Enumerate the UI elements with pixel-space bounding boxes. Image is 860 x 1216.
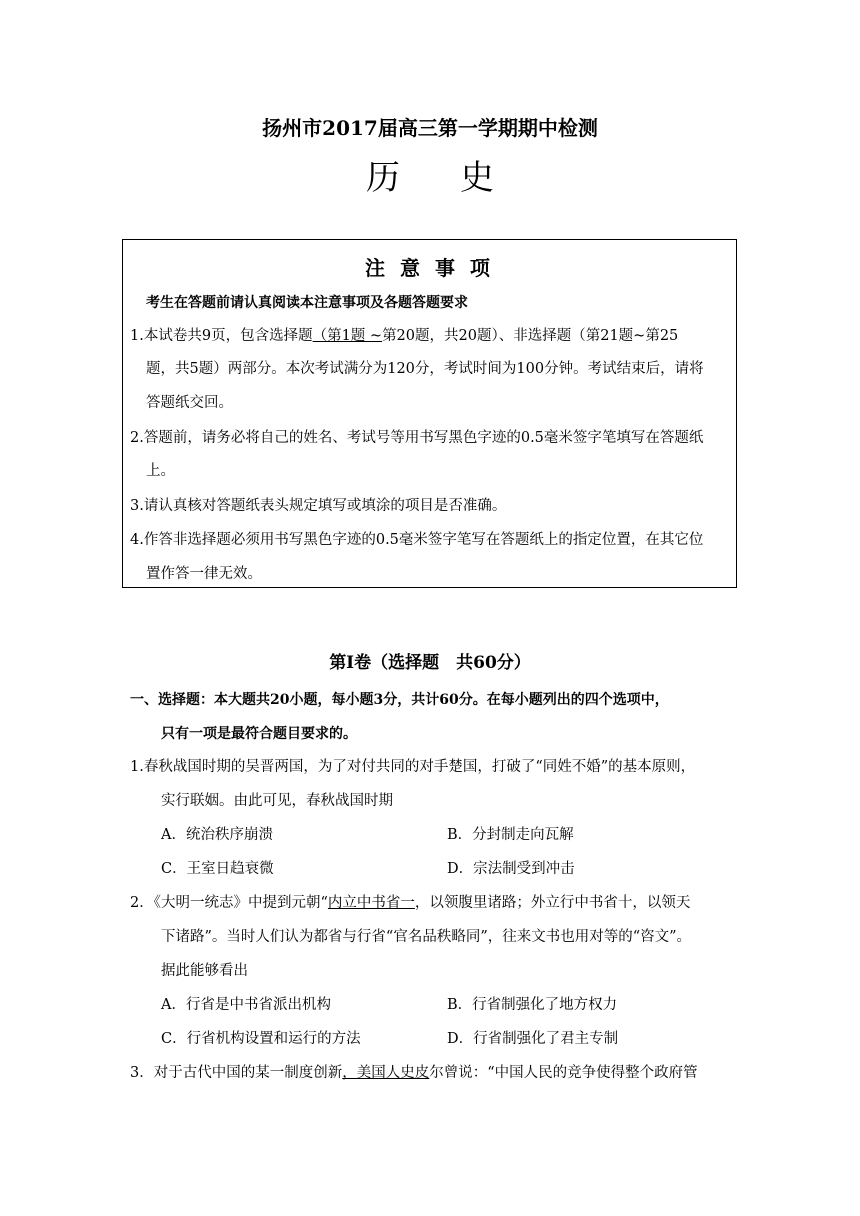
option-a: A．统治秩序崩溃 (161, 827, 273, 843)
question-num: 1. (130, 759, 144, 775)
option-c: C．行省机构设置和运行的方法 (161, 1031, 361, 1047)
question-2-line-2: 下诸路”。当时人们认为都省与行省“官名品秩略同”，往来文书也用对等的“咨文”。 (161, 929, 692, 945)
notice-text: 作答非选择题必须用书写黑色字迹的0.5毫米签字笔写在答题纸上的指定位置，在其它位 (143, 532, 704, 548)
question-1-line-2: 实行联姻。由此可见，春秋战国时期 (161, 793, 393, 809)
question-2-line-3: 据此能够看出 (161, 963, 248, 979)
question-3 (130, 1063, 698, 1083)
question-text: ，以领腹里诸路；外立行中书省十，以领天 (414, 895, 691, 911)
notice-item-2-line-2: 上。 (146, 463, 175, 479)
notice-item-num: 3. (130, 498, 144, 514)
question-num: 2． (130, 895, 154, 911)
notice-text: 第20题，共20题）、非选择题（第21题~第25 (382, 328, 679, 344)
option-a: A．行省是中书省派出机构 (161, 997, 331, 1013)
option-c: C．王室日趋衰微 (161, 861, 274, 877)
notice-item-num: 4. (130, 532, 144, 548)
option-d: D．行省制强化了君主专制 (447, 1031, 619, 1047)
section-instruction: 一、选择题：本大题共20小题，每小题3分，共计60分。在每小题列出的四个选项中， (130, 692, 669, 708)
section-instruction-line-2: 只有一项是最符合题目要求的。 (161, 726, 357, 742)
question-text: 对于古代中国的某一制度创新 (153, 1065, 343, 1081)
notice-item-2 (130, 428, 703, 448)
notice-heading: 注 意 事 项 (365, 256, 494, 280)
notice-text-underlined: （第1题 ~ (312, 328, 383, 344)
notice-item-4 (130, 530, 703, 550)
question-text-underlined: ，美国人史皮 (342, 1065, 430, 1081)
option-b: B．行省制强化了地方权力 (447, 997, 618, 1013)
notice-item-4-line-2: 置作答一律无效。 (146, 566, 262, 582)
notice-item-num: 1. (130, 328, 144, 344)
subject-title: 历史 (366, 158, 554, 198)
question-text: 《大明一统志》中提到元朝“ (153, 895, 328, 911)
notice-text: 请认真核对答题纸表头规定填写或填涂的项目是否准确。 (143, 498, 507, 514)
notice-text: 本试卷共9页，包含选择题 (143, 328, 313, 344)
notice-text: 答题前，请务必将自己的姓名、考试号等用书写黑色字迹的0.5毫米签字笔填写在答题纸 (143, 430, 704, 446)
notice-item-1 (130, 326, 678, 346)
section-title: 第Ⅰ卷（选择题 共60分） (329, 653, 531, 673)
notice-item-1-line-2: 题，共5题）两部分。本次考试满分为120分，考试时间为100分钟。考试结束后，请将 (146, 361, 704, 377)
question-2 (130, 893, 690, 913)
page-title: 扬州市2017届高三第一学期期中检测 (262, 116, 598, 140)
question-num: 3． (130, 1065, 154, 1081)
option-b: B．分封制走向瓦解 (447, 827, 574, 843)
question-text-underlined: 内立中书省一 (327, 895, 415, 911)
question-1 (130, 757, 695, 777)
option-d: D．宗法制受到冲击 (447, 861, 575, 877)
notice-item-1-line-3: 答题纸交回。 (146, 395, 233, 411)
notice-item-3 (130, 496, 506, 516)
question-text: 尔曾说：“中国人民的竞争使得整个政府管 (429, 1065, 698, 1081)
notice-intro: 考生在答题前请认真阅读本注意事项及各题答题要求 (146, 295, 468, 311)
question-text: 春秋战国时期的吴晋两国，为了对付共同的对手楚国，打破了“同姓不婚”的基本原则， (143, 759, 696, 775)
notice-item-num: 2. (130, 430, 144, 446)
